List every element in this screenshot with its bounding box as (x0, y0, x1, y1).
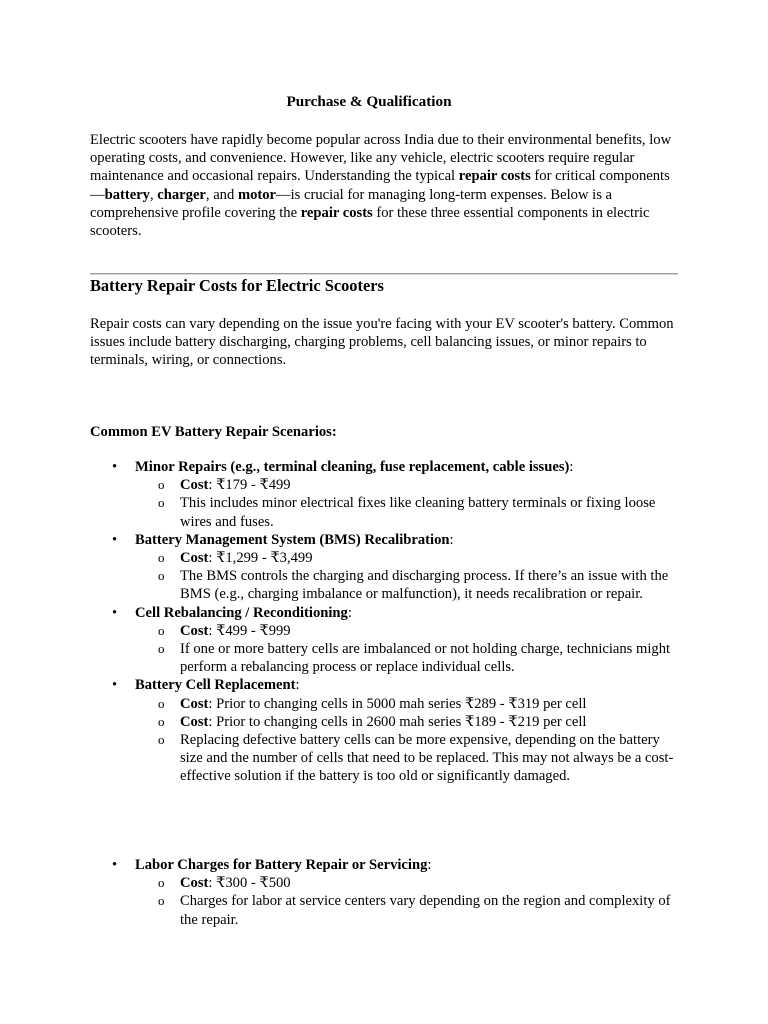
intro-bold-repair-costs: repair costs (300, 204, 373, 221)
sub-bullet-icon: o (158, 477, 165, 493)
sub-bullet-icon: o (158, 641, 165, 657)
cost-value: : ₹1,299 - ₹3,499 (208, 550, 313, 567)
labor-charges-list (90, 856, 680, 929)
sub-list-item (135, 874, 680, 892)
intro-text: —is crucial for managing long-term expenses. Below is a comprehensive profile covering the (90, 186, 613, 221)
page-title: Purchase & Qualification (286, 93, 452, 110)
sub-list-item (135, 476, 680, 494)
item-description: This includes minor electrical fixes like cleaning battery terminals or fixing loose wires and fuses. (180, 495, 656, 530)
cost-label: Cost (180, 713, 209, 730)
list-item: • Cell Rebalancing / Reconditioning: o Cost: ₹499 - ₹999 o If one or more battery cells are imbalanced or not holding charge, technicians might perform a rebalancing process or replace individual cells. (90, 604, 680, 677)
sub-list-item (135, 640, 680, 676)
list-item: • Battery Cell Replacement: o Cost: Prior to changing cells in 5000 mah series ₹289 - ₹319 per cell o Cost: Prior to changing cells in 2600 mah series ₹189 - ₹219 per cell o Replacing defective battery cells can be more expensive, depending on the battery size and the number of cells that need to be replaced. This may not always be a cost-effective solution if the battery is too old or significantly damaged. (90, 676, 680, 785)
intro-text: , (149, 186, 158, 203)
sub-list-item (135, 713, 680, 731)
sub-list (135, 549, 680, 604)
scenarios-heading: Common EV Battery Repair Scenarios: (90, 424, 337, 440)
sub-list-item (135, 731, 680, 786)
cost-value: : Prior to changing cells in 2600 mah series ₹189 - ₹219 per cell (208, 713, 587, 730)
sub-bullet-icon: o (158, 568, 165, 584)
horizontal-rule (90, 273, 678, 275)
intro-text: for critical components— (90, 168, 670, 203)
sub-list (135, 622, 680, 677)
sub-list-item (135, 494, 680, 530)
sub-list (135, 695, 680, 786)
cost-label: Cost (180, 875, 209, 892)
intro-bold-repair-costs: repair costs (458, 168, 531, 185)
bullet-icon: • (112, 531, 118, 548)
cost-value: : ₹179 - ₹499 (208, 477, 291, 494)
cost-label: Cost (180, 477, 209, 494)
repair-scenarios-list (90, 458, 680, 786)
intro-bold-motor: motor (237, 186, 277, 203)
item-description: Charges for labor at service centers vary depending on the region and complexity of the repair. (180, 893, 671, 928)
cost-value: : ₹300 - ₹500 (208, 875, 291, 892)
item-description: The BMS controls the charging and discharging process. If there’s an issue with the BMS (e.g., charging imbalance or malfunction), it needs recalibration or repair. (180, 568, 669, 603)
item-title: Minor Repairs (e.g., terminal cleaning, fuse replacement, cable issues) (135, 459, 570, 475)
sub-list (135, 476, 680, 531)
intro-bold-charger: charger (157, 186, 206, 203)
sub-list-item (135, 622, 680, 640)
intro-text: Electric scooters have rapidly become popular across India due to their environmental benefits, low operating costs, and convenience. However, like any vehicle, electric scooters require regular maintenance and occasional repairs. Understanding the typical (90, 132, 672, 185)
item-description: Replacing defective battery cells can be more expensive, depending on the battery size and the number of cells that need to be replaced. This may not always be a cost-effective solution if the battery is too old or significantly damaged. (180, 732, 674, 785)
intro-paragraph (90, 131, 682, 240)
sub-bullet-icon: o (158, 550, 165, 566)
sub-bullet-icon: o (158, 732, 165, 748)
sub-bullet-icon: o (158, 622, 165, 638)
sub-list (135, 874, 680, 929)
sub-bullet-icon: o (158, 495, 165, 511)
bullet-icon: • (112, 604, 118, 621)
section-intro-paragraph: Repair costs can vary depending on the issue you're facing with your EV scooter's battery. Common issues include battery discharging, charging problems, cell balancing issues, or minor repairs to terminals, wiring, or connections. (90, 316, 674, 369)
item-description: If one or more battery cells are imbalanced or not holding charge, technicians might perform a rebalancing process or replace individual cells. (180, 641, 671, 676)
sub-bullet-icon: o (158, 875, 165, 891)
sub-list-item (135, 695, 680, 713)
list-item: • Minor Repairs (e.g., terminal cleaning, fuse replacement, cable issues): o Cost: ₹179 - ₹499 o This includes minor electrical fixes like cleaning battery terminals or fixing loose wires and fuses. (90, 458, 680, 531)
intro-text: , and (205, 186, 238, 203)
cost-value: : Prior to changing cells in 5000 mah series ₹289 - ₹319 per cell (208, 695, 587, 712)
cost-value: : ₹499 - ₹999 (208, 622, 291, 639)
item-title: Labor Charges for Battery Repair or Servicing (135, 857, 428, 873)
sub-bullet-icon: o (158, 893, 165, 909)
bullet-icon: • (112, 857, 118, 873)
item-title: Battery Cell Replacement (135, 677, 296, 694)
list-item: • Battery Management System (BMS) Recalibration: o Cost: ₹1,299 - ₹3,499 o The BMS controls the charging and discharging process. If there’s an issue with the BMS (e.g., charging imbalance or malfunction), it needs recalibration or repair. (90, 531, 680, 604)
sub-bullet-icon: o (158, 695, 165, 711)
item-title: Cell Rebalancing / Reconditioning (135, 604, 348, 621)
sub-list-item (135, 892, 680, 928)
bullet-icon: • (112, 677, 118, 694)
cost-label: Cost (180, 695, 209, 712)
item-title: Battery Management System (BMS) Recalibration (135, 531, 450, 548)
list-item: • Labor Charges for Battery Repair or Servicing: o Cost: ₹300 - ₹500 o Charges for labor at service centers vary depending on the region and complexity of the repair. (90, 856, 680, 929)
section-heading: Battery Repair Costs for Electric Scooters (90, 276, 384, 295)
cost-label: Cost (180, 550, 209, 567)
intro-bold-battery: battery (104, 186, 150, 203)
cost-label: Cost (180, 622, 209, 639)
sub-list-item (135, 549, 680, 567)
sub-bullet-icon: o (158, 713, 165, 729)
sub-list-item (135, 567, 680, 603)
bullet-icon: • (112, 459, 118, 475)
intro-text: for these three essential components in electric scooters. (90, 204, 650, 240)
